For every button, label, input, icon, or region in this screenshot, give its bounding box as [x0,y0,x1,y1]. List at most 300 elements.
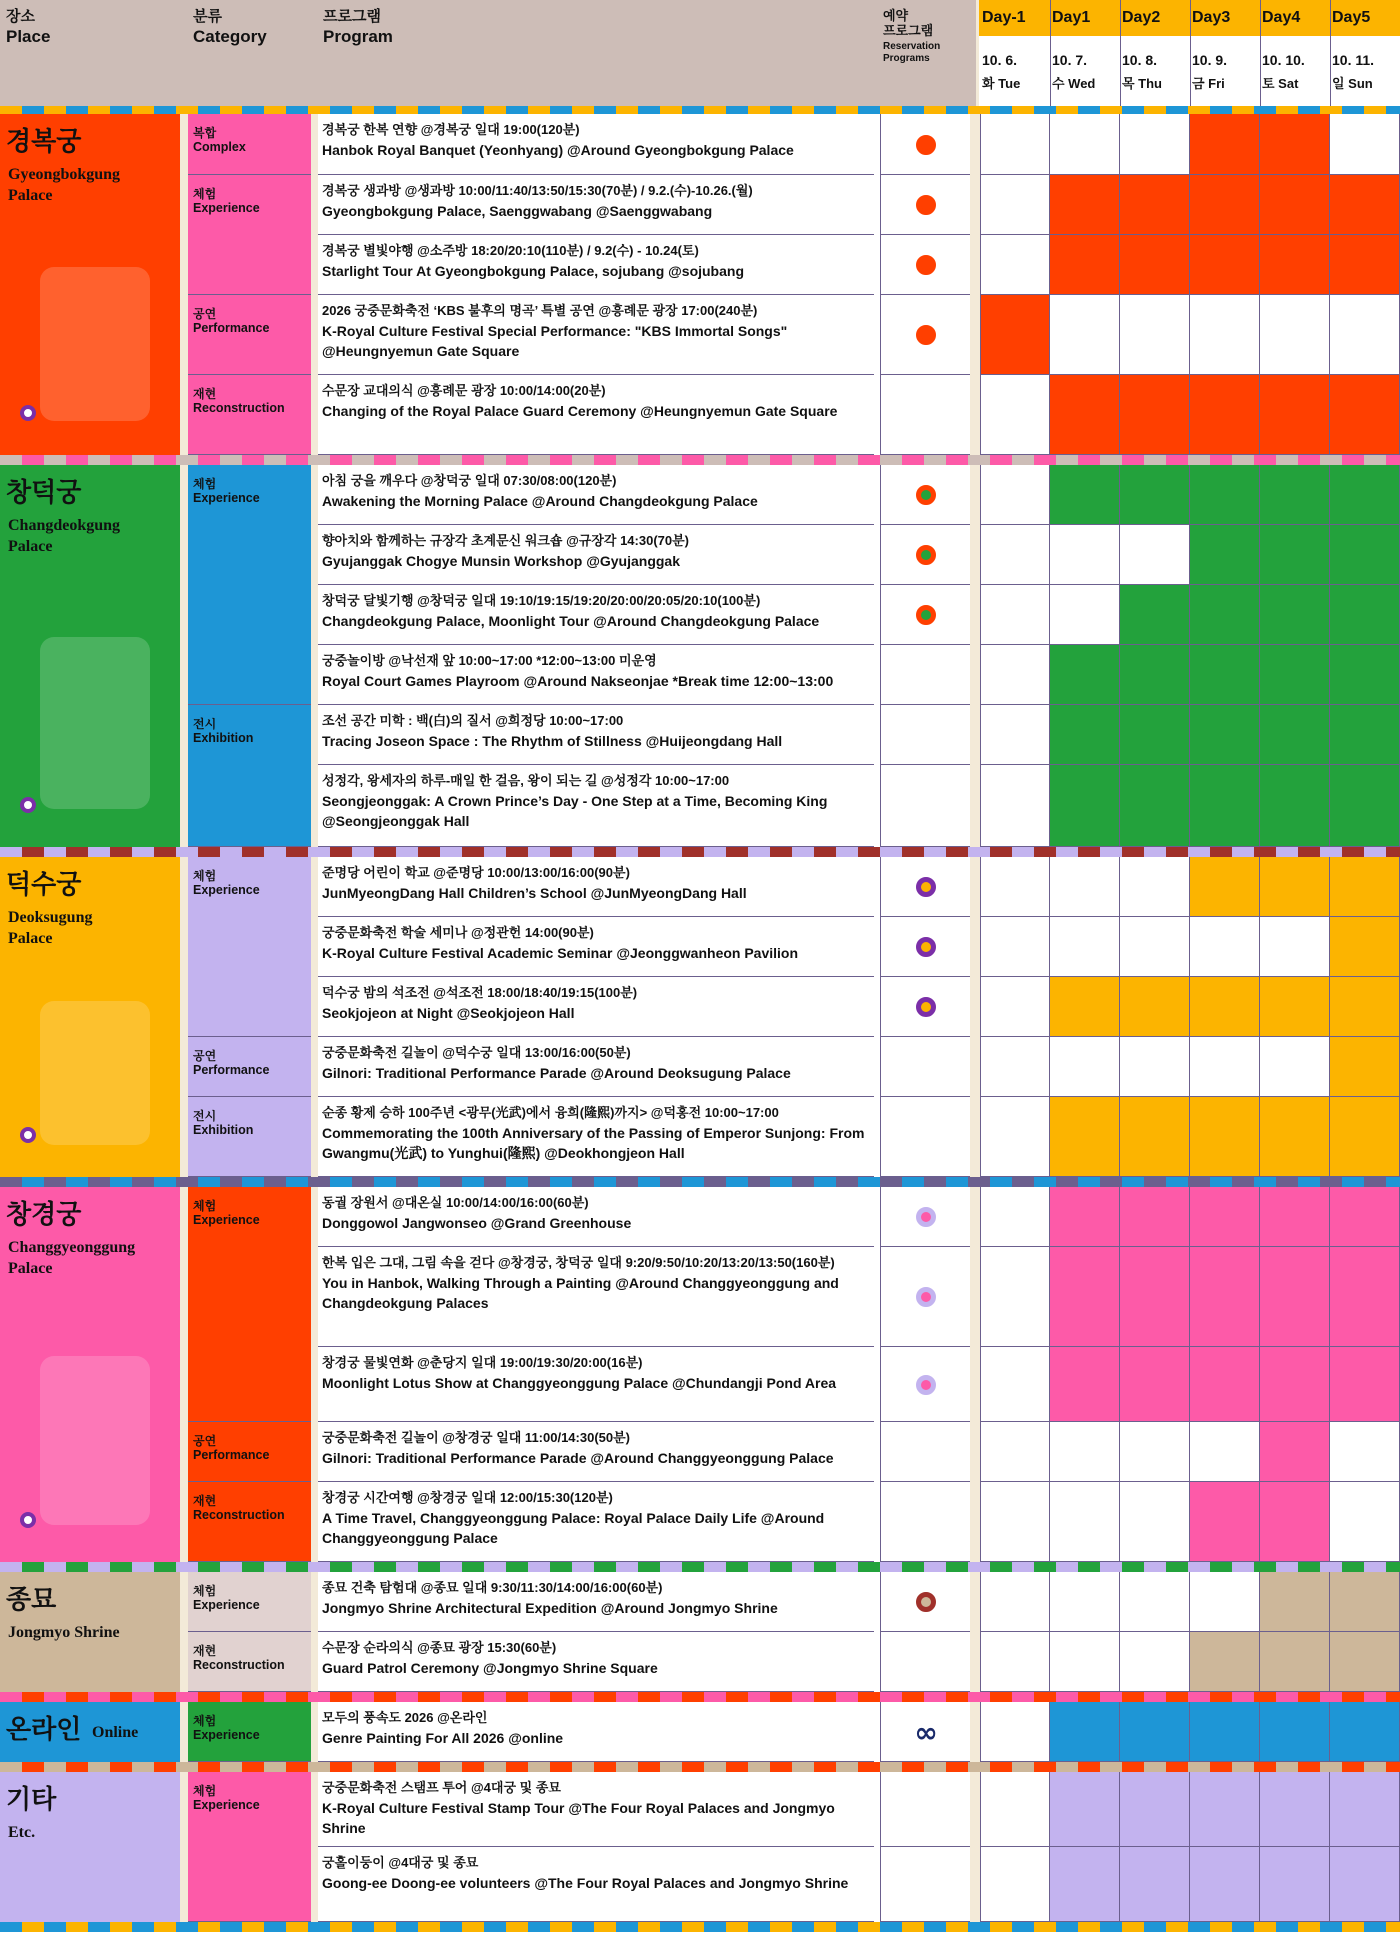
stripe-segment [1276,1922,1298,1932]
stripe-segment [880,1762,902,1772]
stripe-segment [616,455,638,465]
day-label: Day3 [1192,9,1231,26]
day-cell [980,585,1050,645]
stripe-segment [1276,106,1298,114]
category-cell [188,375,311,455]
day-cell [980,705,1050,765]
day-cell [1260,857,1330,917]
stripe-segment [1364,455,1386,465]
day-cell [1050,765,1120,847]
stripe-segment [836,847,858,857]
stripe-segment [528,1562,550,1572]
program-name-en: Guard Patrol Ceremony @Jongmyo Shrine Square [322,1660,658,1676]
program-name-en: Seokjojeon at Night @Seokjojeon Hall [322,1005,575,1021]
stripe-segment [880,1922,902,1932]
stripe-segment [704,1177,726,1187]
stripe-segment [572,1762,594,1772]
program-cell [318,585,874,645]
stripe-segment [704,1922,726,1932]
category-ko: 복합 [193,126,217,140]
place-name-en: Changgyeonggung Palace [8,1239,136,1277]
program-name-en: Seongjeonggak: A Crown Prince’s Day - One Step at a Time, Becoming King @Seongjeonggak Hall [322,793,828,829]
place-name-ko: 덕수궁 [6,870,82,900]
stripe-segment [616,1562,638,1572]
stripe-segment [836,1922,858,1932]
day-cell [1050,645,1120,705]
program-cell [318,857,874,917]
reservation-cell [880,465,970,525]
program-name-ko: 아침 궁을 깨우다 @창덕궁 일대 07:30/08:00(120분) [322,473,617,488]
stripe-segment [1364,1692,1386,1702]
stripe-segment [704,106,726,114]
day-cell [1260,977,1330,1037]
day-cell [1260,114,1330,175]
stripe-segment [396,847,418,857]
decorative-stripe [0,106,1400,114]
stripe-segment [352,1922,374,1932]
stripe-segment [528,106,550,114]
day-label: Day-1 [982,9,1026,26]
day-cell [1120,465,1190,525]
stripe-segment [836,1692,858,1702]
column-gap [311,465,318,847]
stripe-segment [1188,1562,1210,1572]
reservation-cell [880,1422,970,1482]
decorative-stripe [0,1562,1400,1572]
day-label: Day1 [1052,9,1091,26]
stripe-segment [1012,106,1034,114]
stripe-segment [176,106,198,114]
stripe-segment [264,455,286,465]
stripe-segment [352,1692,374,1702]
stripe-segment [1188,1762,1210,1772]
day-cell [980,175,1050,235]
place-name-ko: 기타 [6,1785,57,1815]
stripe-segment [924,1562,946,1572]
column-gap [970,1422,980,1482]
stripe-segment [1232,106,1254,114]
category-cell [188,1572,311,1632]
day-divider [1260,0,1261,106]
day-date: 10. 10. [1262,52,1305,68]
column-gap [970,1247,980,1347]
day-cell [1260,1037,1330,1097]
stripe-segment [264,1562,286,1572]
place-name-en: Jongmyo Shrine [8,1624,120,1641]
stripe-segment [1320,1922,1342,1932]
column-gap [970,235,980,295]
day-weekday: 화 Tue [982,76,1021,91]
stripe-segment [968,1762,990,1772]
program-cell [318,1187,874,1247]
reservation-cell [880,1772,970,1847]
stripe-segment [396,1762,418,1772]
day-label: Day5 [1332,9,1371,26]
stripe-segment [220,455,242,465]
stripe-segment [132,847,154,857]
day-date: 10. 8. [1122,52,1158,68]
stripe-segment [1320,1762,1342,1772]
column-gap [970,705,980,765]
stripe-segment [1188,1692,1210,1702]
day-cell [1120,1572,1190,1632]
stripe-segment [572,1177,594,1187]
program-cell [318,917,874,977]
day-cell [1050,1632,1120,1692]
column-gap [311,114,318,455]
stripe-segment [660,106,682,114]
stripe-segment [1100,1922,1122,1932]
day-cell [1330,1572,1400,1632]
program-name-ko: 동궐 장원서 @대온실 10:00/14:00/16:00(60분) [322,1195,589,1210]
stripe-segment [396,455,418,465]
day-cell [1050,175,1120,235]
stripe-segment [220,1922,242,1932]
day-cell [1050,1847,1120,1922]
day-cell [1190,1702,1260,1762]
stripe-segment [1232,847,1254,857]
day-cell [1190,705,1260,765]
day-cell [980,1037,1050,1097]
day-cell [1330,645,1400,705]
reservation-dot [916,1375,936,1395]
day-cell [1190,1632,1260,1692]
column-gap [970,1772,980,1847]
stripe-segment [792,1692,814,1702]
day-divider [1190,0,1191,106]
place-name-en: Changdeokgung Palace [8,517,121,555]
stripe-segment [704,847,726,857]
decoration-dot [20,797,36,813]
stripe-segment [1012,1692,1034,1702]
program-name-en: Tracing Joseon Space : The Rhythm of Stillness @Huijeongdang Hall [322,733,783,749]
day-cell [1050,1772,1120,1847]
stripe-segment [176,1762,198,1772]
day-cell [1120,375,1190,455]
reservation-cell [880,1187,970,1247]
stripe-segment [836,1562,858,1572]
program-name-en: K-Royal Culture Festival Stamp Tour @The Four Royal Palaces and Jongmyo Shrine [322,1800,835,1836]
stripe-segment [220,106,242,114]
column-gap [311,1187,318,1562]
day-cell [980,1847,1050,1922]
stripe-segment [1144,1692,1166,1702]
day-cell [980,765,1050,847]
stripe-segment [968,106,990,114]
stripe-segment [1320,1177,1342,1187]
program-cell [318,465,874,525]
place-name-ko: 경복궁 [6,127,82,157]
program-name-en: Gilnori: Traditional Performance Parade @Around Changgyeonggung Palace [322,1450,834,1466]
stripe-segment [572,1562,594,1572]
stripe-segment [220,1177,242,1187]
day-cell [1050,465,1120,525]
stripe-segment [1232,1177,1254,1187]
stripe-segment [132,1922,154,1932]
column-gap [311,1572,318,1692]
stripe-segment [484,1922,506,1932]
day-cell [1260,645,1330,705]
day-cell [1260,1572,1330,1632]
program-cell [318,1422,874,1482]
day-cell [1120,295,1190,375]
stripe-segment [968,1562,990,1572]
stripe-segment [1144,106,1166,114]
stripe-segment [1144,847,1166,857]
day-weekday: 일 Sun [1332,76,1373,91]
header-place: 장소 Place [6,8,51,46]
program-name-en: Gyujanggak Chogye Munsin Workshop @Gyujanggak [322,553,680,569]
stripe-segment [660,455,682,465]
day-cell [1330,1187,1400,1247]
column-gap [970,1632,980,1692]
reservation-cell [880,1347,970,1422]
program-name-en: Moonlight Lotus Show at Changgyeonggung Palace @Chundangji Pond Area [322,1375,837,1391]
program-name-en: Changdeokgung Palace, Moonlight Tour @Around Changdeokgung Palace [322,613,820,629]
stripe-segment [1100,847,1122,857]
program-name-ko: 수문장 순라의식 @종묘 광장 15:30(60분) [322,1640,557,1655]
reservation-cell [880,1702,970,1762]
program-name-ko: 경복궁 별빛야행 @소주방 18:20/20:10(110분) / 9.2(수) - 10.24(토) [322,243,699,258]
column-gap [970,585,980,645]
reservation-cell [880,765,970,847]
program-name-en: A Time Travel, Changgyeonggung Palace: Royal Palace Daily Life @Around Changgyeonggung Palace [322,1510,825,1546]
stripe-segment [440,455,462,465]
program-name-ko: 2026 궁중문화축전 ‘KBS 불후의 명곡’ 특별 공연 @흥례문 광장 17:00(240분) [322,303,758,318]
decorative-stripe [0,1177,1400,1187]
stripe-segment [308,847,330,857]
day-cell [1190,375,1260,455]
stripe-segment [924,1922,946,1932]
stripe-segment [264,1177,286,1187]
stripe-segment [748,847,770,857]
program-name-en: Goong-ee Doong-ee volunteers @The Four Royal Palaces and Jongmyo Shrine [322,1875,849,1891]
day-cell [1120,1347,1190,1422]
stripe-segment [1276,1562,1298,1572]
column-gap [970,1187,980,1247]
day-cell [1050,1247,1120,1347]
day-cell [1330,857,1400,917]
reservation-dot [916,545,936,565]
program-name-ko: 한복 입은 그대, 그림 속을 걷다 @창경궁, 창덕궁 일대 9:20/9:50/10:20/13:20/13:50(160분) [322,1255,835,1270]
day-cell [1260,1702,1330,1762]
stripe-segment [1144,1762,1166,1772]
day-cell [1120,917,1190,977]
day-cell [1330,1632,1400,1692]
program-name-en: Gyeongbokgung Palace, Saenggwabang @Saenggwabang [322,203,713,219]
day-cell [1190,1482,1260,1562]
day-cell [1330,1037,1400,1097]
day-cell [980,1422,1050,1482]
stripe-segment [748,106,770,114]
stripe-segment [572,1692,594,1702]
place-name-en: Etc. [8,1824,36,1841]
decorative-stripe [0,1692,1400,1702]
day-cell [1190,645,1260,705]
stripe-segment [484,455,506,465]
day-cell [1330,1482,1400,1562]
program-name-en: Commemorating the 100th Anniversary of the Passing of Emperor Sunjong: From Gwangmu(光武) to Yunghui(隆熙) @Deokhongjeon Hall [322,1125,865,1161]
stripe-segment [748,1922,770,1932]
day-cell [980,295,1050,375]
day-cell [1190,114,1260,175]
stripe-segment [1144,1177,1166,1187]
day-cell [1260,1482,1330,1562]
program-name-ko: 경복궁 한복 연향 @경복궁 일대 19:00(120분) [322,122,580,137]
program-name-ko: 향아치와 함께하는 규장각 초계문신 워크숍 @규장각 14:30(70분) [322,533,689,548]
stripe-segment [0,455,22,465]
stripe-segment [264,847,286,857]
program-name-ko: 수문장 교대의식 @흥례문 광장 10:00/14:00(20분) [322,383,606,398]
stripe-segment [220,847,242,857]
day-cell [1120,1187,1190,1247]
program-name-ko: 궁홀이둥이 @4대궁 및 종묘 [322,1855,479,1870]
program-cell [318,645,874,705]
program-name-en: Hanbok Royal Banquet (Yeonhyang) @Around Gyeongbokgung Palace [322,142,794,158]
stripe-segment [132,1762,154,1772]
day-cell [1260,917,1330,977]
stripe-segment [352,1762,374,1772]
day-cell [1330,375,1400,455]
stripe-segment [880,847,902,857]
day-cell [1330,465,1400,525]
day-cell [1190,1847,1260,1922]
decoration-ornament [40,267,150,420]
day-cell [1190,525,1260,585]
day-cell [980,1482,1050,1562]
day-cell [1190,235,1260,295]
program-cell [318,977,874,1037]
stripe-segment [88,455,110,465]
stripe-segment [1056,1692,1078,1702]
stripe-segment [1364,1762,1386,1772]
stripe-segment [220,1762,242,1772]
day-cell [1190,1097,1260,1177]
stripe-segment [968,1692,990,1702]
day-cell [1190,1347,1260,1422]
stripe-segment [308,1177,330,1187]
program-cell [318,114,874,175]
stripe-segment [1100,1177,1122,1187]
day-cell [1260,175,1330,235]
column-gap [970,645,980,705]
decorative-stripe [0,847,1400,857]
stripe-segment [1364,1922,1386,1932]
stripe-segment [44,1692,66,1702]
program-name-en: Awakening the Morning Palace @Around Changdeokgung Palace [322,493,758,509]
column-gap [970,1482,980,1562]
category-ko: 체험 [193,1584,217,1598]
category-cell [188,114,311,175]
stripe-segment [792,1922,814,1932]
day-cell [1330,1772,1400,1847]
column-gap [180,114,188,455]
program-name-en: Donggowol Jangwonseo @Grand Greenhouse [322,1215,632,1231]
place-cell-changdeok [0,465,180,847]
stripe-segment [44,847,66,857]
stripe-segment [0,1177,22,1187]
column-gap [311,857,318,1177]
day-cell [1120,175,1190,235]
stripe-segment [528,847,550,857]
day-cell [1190,977,1260,1037]
day-cell [980,645,1050,705]
stripe-segment [308,1762,330,1772]
header-category: 분류 Category [193,8,267,46]
category-ko: 전시 [193,717,217,731]
stripe-segment [968,1177,990,1187]
program-name-en: K-Royal Culture Festival Special Performance: "KBS Immortal Songs" @Heungnyemun Gate Square [322,323,788,359]
day-cell [1050,1097,1120,1177]
program-name-ko: 창경궁 시간여행 @창경궁 일대 12:00/15:30(120분) [322,1490,613,1505]
column-gap [970,1097,980,1177]
day-cell [1260,705,1330,765]
reservation-cell [880,977,970,1037]
day-cell [980,917,1050,977]
stripe-segment [1276,1762,1298,1772]
category-ko: 체험 [193,477,217,491]
decoration-dot [20,1127,36,1143]
day-cell [1330,1097,1400,1177]
stripe-segment [396,106,418,114]
day-cell [980,1347,1050,1422]
category-en: Reconstruction [193,1658,285,1672]
decorative-stripe [0,1762,1400,1772]
day-cell [1120,1702,1190,1762]
decoration-ornament [40,637,150,809]
day-date: 10. 9. [1192,52,1228,68]
stripe-segment [1276,1177,1298,1187]
decoration-dot [20,405,36,421]
day-cell [980,1187,1050,1247]
place-cell-online [0,1702,180,1762]
day-cell [1260,375,1330,455]
stripe-segment [88,1692,110,1702]
stripe-segment [924,847,946,857]
program-cell [318,1097,874,1177]
stripe-segment [1276,1692,1298,1702]
reservation-cell [880,235,970,295]
program-name-en: Changing of the Royal Palace Guard Ceremony @Heungnyemun Gate Square [322,403,838,419]
category-ko: 체험 [193,187,217,201]
category-cell [188,295,311,375]
day-cell [1120,235,1190,295]
stripe-segment [1056,455,1078,465]
stripe-segment [660,847,682,857]
category-en: Exhibition [193,1123,254,1137]
category-ko: 공연 [193,1434,217,1448]
day-cell [1260,1772,1330,1847]
category-cell [188,175,311,295]
place-name-en: Deoksugung Palace [8,909,93,947]
category-ko: 공연 [193,307,217,321]
program-cell [318,1772,874,1847]
reservation-dot [916,937,936,957]
stripe-segment [1364,106,1386,114]
day-cell [1050,235,1120,295]
category-en: Reconstruction [193,1508,285,1522]
category-cell [188,1037,311,1097]
stripe-segment [176,1177,198,1187]
column-gap [970,765,980,847]
day-cell [1190,1572,1260,1632]
stripe-segment [1012,1562,1034,1572]
program-name-ko: 순종 황제 승하 100주년 <광무(光武)에서 융희(隆熙)까지> @덕홍전 10:00~17:00 [322,1105,779,1120]
day-label: Day4 [1262,9,1301,26]
day-cell [1260,1632,1330,1692]
day-cell [1050,1702,1120,1762]
program-name-ko: 궁중문화축전 길놀이 @창경궁 일대 11:00/14:30(50분) [322,1430,631,1445]
